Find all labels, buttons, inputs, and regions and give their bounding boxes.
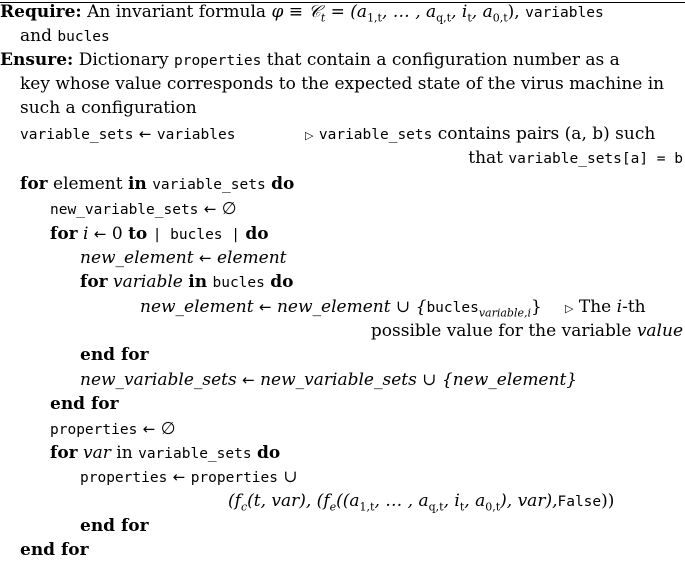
prop-l2-f: , a xyxy=(464,491,486,511)
prop-false: False xyxy=(557,494,602,510)
left-arrow-icon: ← xyxy=(242,371,255,389)
require-sub-t: t xyxy=(467,11,472,25)
nvs-init-line xyxy=(50,197,237,222)
ensure-text-b: that contain a configuration number as a xyxy=(266,50,620,70)
require-variables: variables xyxy=(525,5,604,21)
require-sub-0t: 0,t xyxy=(492,11,508,25)
require-formula-sub: t xyxy=(320,11,326,25)
ensure-line-3: such a configuration xyxy=(20,98,197,118)
ne-update-sub: variable,i xyxy=(478,306,532,320)
prop-sub-c: c xyxy=(240,500,248,514)
for1-var: variable_sets xyxy=(152,177,266,193)
prop-update-rhs: properties xyxy=(190,470,279,486)
left-arrow-icon: ← xyxy=(203,200,217,218)
end-for-3: end for xyxy=(80,345,149,365)
nvs-init-lhs: new_variable_sets xyxy=(50,202,199,218)
prop-l2-e: , i xyxy=(443,491,460,511)
for2-zero: 0 xyxy=(111,224,123,244)
prop-update-union: ∪ xyxy=(283,467,298,487)
for3-var: variable xyxy=(113,272,183,292)
comment-triangle-icon: ▷ xyxy=(565,302,574,315)
empty-set-symbol: ∅ xyxy=(160,419,176,439)
ne-update-close: } xyxy=(531,297,542,317)
for2-bars: | bucles | xyxy=(152,227,240,243)
prop-sub-1t: 1,t xyxy=(359,500,375,514)
ne-update-lhs: new_element xyxy=(140,297,254,317)
for-var-line xyxy=(50,441,280,466)
prop-l2-b: (t, var), (f xyxy=(247,491,330,511)
require-formula: φ ≡ 𝒞 xyxy=(271,2,321,22)
comment-var: variable_sets xyxy=(318,127,433,143)
prop-update-line-1 xyxy=(80,465,298,490)
comment-ith-l2a: possible value for the variable xyxy=(370,321,632,341)
ne-init-line xyxy=(80,246,287,270)
prop-l2-a: (f xyxy=(228,491,241,511)
assign-variable-sets xyxy=(20,122,235,147)
prop-update-lhs: properties xyxy=(80,470,168,486)
require-text: An invariant formula xyxy=(87,2,267,22)
comment-text: contains pairs (a, b) such xyxy=(437,124,656,144)
prop-update-line-2 xyxy=(228,489,614,519)
prop-init-lhs: properties xyxy=(50,422,138,438)
end-for-2: end for xyxy=(50,394,119,414)
require-sub-1t: 1,t xyxy=(367,11,382,25)
require-close: ), xyxy=(507,2,520,22)
for3-bucles: bucles xyxy=(212,275,265,291)
kw-in-3: in xyxy=(188,272,208,292)
require-sep3: , a xyxy=(471,2,493,22)
for-element-line xyxy=(20,172,294,197)
comment-l2a: that xyxy=(468,148,503,168)
prop-init-line xyxy=(50,417,176,442)
require-sub-qt: q,t xyxy=(436,11,452,25)
ne-update-rhs: new_element ∪ { xyxy=(276,297,427,317)
kw-for-1: for xyxy=(20,174,48,194)
nvs-update-lhs: new_variable_sets xyxy=(80,370,237,390)
comment-ith-l2b: value xyxy=(636,321,683,341)
require-sep1: , … , a xyxy=(381,2,437,22)
require-and: and xyxy=(20,26,52,46)
left-arrow-icon: ← xyxy=(259,298,272,316)
assign-lhs: variable_sets xyxy=(20,127,134,143)
left-arrow-icon: ← xyxy=(199,249,212,267)
prop-l2-c: ((a xyxy=(336,491,360,511)
comment-l2b: variable_sets[a] = b xyxy=(508,151,683,167)
left-arrow-icon: ← xyxy=(138,125,152,143)
kw-in-4: in xyxy=(116,443,133,463)
ensure-line-1 xyxy=(0,48,620,73)
comment-variable-sets xyxy=(305,122,655,148)
for1-elem: element xyxy=(53,174,123,194)
require-line-2 xyxy=(20,24,110,49)
prop-l2-g: ), var), xyxy=(500,491,558,511)
ne-init-rhs: element xyxy=(216,248,287,268)
assign-rhs: variables xyxy=(156,127,236,143)
require-sep2: , i xyxy=(451,2,468,22)
prop-sub-qt: q,t xyxy=(428,500,444,514)
kw-in-1: in xyxy=(127,174,147,194)
kw-do-1: do xyxy=(271,174,295,194)
left-arrow-icon: ← xyxy=(93,225,107,243)
for4-var-sets: variable_sets xyxy=(138,446,252,462)
prop-sub-0t: 0,t xyxy=(485,500,501,514)
left-arrow-icon: ← xyxy=(172,468,186,486)
comment-ith-b: -th xyxy=(622,297,646,317)
comment-triangle-icon: ▷ xyxy=(305,129,314,142)
for4-var: var xyxy=(83,443,111,463)
comment-ith-a: The xyxy=(578,297,612,317)
for2-i: i xyxy=(83,224,89,244)
require-keyword: Require: xyxy=(0,2,82,22)
kw-to: to xyxy=(128,224,148,244)
prop-sub-t: t xyxy=(459,500,465,514)
require-tuple-open: = (a xyxy=(330,2,368,22)
empty-set-symbol: ∅ xyxy=(221,199,237,219)
kw-do-4: do xyxy=(257,443,281,463)
ensure-text-a: Dictionary xyxy=(78,50,169,70)
kw-do-2: do xyxy=(245,224,269,244)
ensure-keyword: Ensure: xyxy=(0,50,74,70)
end-for-1: end for xyxy=(20,540,89,560)
kw-for-4: for xyxy=(50,443,78,463)
comment-ith-i: i xyxy=(616,297,623,317)
nvs-update-line xyxy=(80,368,577,392)
require-bucles: bucles xyxy=(57,29,110,45)
kw-for-3: for xyxy=(80,272,108,292)
comment-variable-sets-line-2 xyxy=(468,146,683,171)
end-for-4: end for xyxy=(80,516,149,536)
prop-l2-d: , … , a xyxy=(374,491,429,511)
comment-ith xyxy=(565,295,646,321)
for-i-line xyxy=(50,222,269,247)
ne-init-lhs: new_element xyxy=(80,248,194,268)
comment-ith-line-2 xyxy=(371,319,683,343)
nvs-update-rhs: new_variable_sets ∪ {new_element} xyxy=(260,370,578,390)
ne-update-bucles: bucles xyxy=(426,300,479,316)
prop-sub-e: e xyxy=(329,500,337,514)
ensure-line-2: key whose value corresponds to the expected state of the virus machine in xyxy=(20,74,665,94)
kw-for-2: for xyxy=(50,224,78,244)
for-variable-line xyxy=(80,270,294,295)
kw-do-3: do xyxy=(270,272,294,292)
left-arrow-icon: ← xyxy=(142,420,156,438)
ensure-properties: properties xyxy=(174,53,262,69)
prop-l2-h: )) xyxy=(601,491,615,511)
